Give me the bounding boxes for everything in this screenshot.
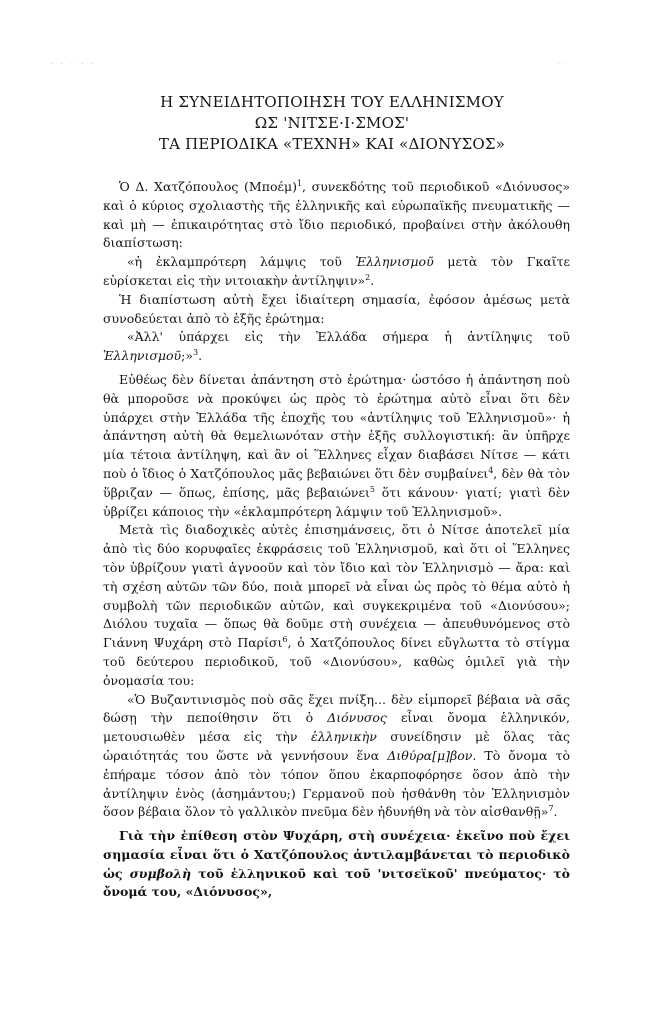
text-span: Γιὰ τὴν ἐπίθεση στὸν Ψυχάρη, στὴ συνέχεια· ἐκεῖνο ποὺ ἔχει σημασία εἶναι ὅτι ὁ Χατζόπουλος ἀντιλαμβάνεται τὸ περιοδικὸ ὡς: [103, 828, 570, 881]
text-span: «ἡ ἐκλαμπρότερη λάμψις τοῦ: [127, 254, 356, 270]
quote-2: [103, 328, 570, 366]
footnote-ref-4: 4: [488, 465, 494, 475]
text-span: Εὐθέως δὲν δίνεται ἀπάντηση στὸ ἐρώτημα· ὡστόσο ἡ ἀπάντηση ποὺ θὰ μποροῦσε νὰ προκύψει ὡς πρὸς τὸ ἐρώτημα αὐτὸ εἶναι ὅτι δὲν ὑπάρχει στὴν Ἑλλάδα τῆς ἐποχῆς του «ἀντίληψις τοῦ Ἑλληνισμοῦ»· ἡ ἀπάντηση αὐτὴ θὰ θεμελιωνόταν στὴν ἑξῆς συλλογιστική: ἂν ὑπῆρχε μία τέτοια ἀντίληψη, καὶ ἂν οἱ Ἕλληνες εἶχαν διαβάσει Νίτσε — κάτι ποὺ ὁ ἴδιος ὁ Χατζόπουλος μᾶς βεβαιώνει ὅτι δὲν συμβαίνει: [103, 371, 570, 481]
italic-span: Διθύρα[μ]βον: [387, 747, 473, 763]
text-span: .: [370, 272, 375, 288]
paragraph-4: [103, 521, 570, 690]
footnote-ref-1: 1: [296, 178, 303, 188]
italic-span: ἑλληνικὴν: [311, 729, 377, 745]
text-span: ;»: [181, 348, 193, 364]
footnote-ref-6: 6: [282, 634, 288, 644]
text-span: , συνεκδότης τοῦ περιοδικοῦ «Διόνυσος» καὶ ὁ κύριος σχολιαστὴς τῆς ἑλληνικῆς καὶ εὐρωπαϊκῆς πνευματικῆς — καὶ μὴ — ἐπικαιρότητας στὸ ἴδιο περιοδικό, προβαίνει στὴν ἀκόλουθη διαπίστωση:: [103, 179, 570, 251]
text-span: ὅτι κάνουν· γιατί; γιατὶ δὲν ὑβρίζει κάποιος τὴν «ἐκλαμπρότερη λάμψιν τοῦ Ἑλληνισμοῦ».: [103, 484, 570, 519]
italic-span: Διόνυσος: [327, 710, 387, 726]
text-span: μετὰ τὸν Γκαῖτε εὑρίσκεται εἰς τὴν νιτοιακὴν ἀντίληψιν»: [103, 254, 571, 288]
italic-span: Ἑλληνισμοῦ: [355, 254, 434, 270]
page-smudge-left: · · · · ·: [50, 60, 98, 68]
page-smudge-right: · ·: [557, 60, 564, 68]
text-span: συνείδησιν μὲ ὅλας τὰς ὡραιότητάς του ὥστε νὰ γεννήσουν ἕνα: [103, 729, 570, 763]
text-span: .: [553, 804, 558, 820]
body-text: [103, 178, 570, 902]
paragraph-1: [103, 178, 570, 253]
text-span: «Ὁ Βυζαντινισμὸς ποὺ σᾶς ἔχει πνίξη... δὲν εἱμπορεῖ βέβαια νὰ σᾶς δώσῃ τὴν πεποίθησιν ὅτι ὁ: [103, 691, 570, 726]
chapter-title-line-3: ΤΑ ΠΕΡΙΟΔΙΚΑ «ΤΕΧΝΗ» ΚΑΙ «ΔΙΟΝΥΣΟΣ»: [158, 135, 506, 153]
text-span: , δὲν θὰ τὸν ὕβριζαν — ὅπως, ἐπίσης, μᾶς βεβαιώνει: [103, 465, 570, 500]
italic-span: συμβολὴ: [129, 865, 192, 881]
footnote-ref-3: 3: [193, 348, 199, 358]
text-span: . Τὸ ὄνομα τὸ ἐπήραμε τόσον ἀπὸ τὸν τόπον ὅπου ἐκαρποφόρησε ὅσον ἀπὸ τὴν ἀντίληψιν ἑνὸς (ἀσημάντου;) Γερμανοῦ ποὺ ἠσθάνθη τὸν Ἑλληνισμὸν ὅσον βέβαια ὅλον τὸ γαλλικὸν πνεῦμα δὲν ἠδυνήθη νὰ τὸν αἰσθανθῇ»: [103, 747, 570, 820]
italic-span: Ἑλληνισμοῦ: [103, 348, 182, 364]
text-span: .: [198, 348, 203, 364]
footnote-ref-7: 7: [548, 804, 554, 814]
chapter-title-line-2: ΩΣ 'ΝΙΤΣΕ·Ι·ΣΜΟΣ': [254, 114, 410, 132]
chapter-title-line-1: Η ΣΥΝΕΙΔΗΤΟΠΟΙΗΣΗ ΤΟΥ ΕΛΛΗΝΙΣΜΟΥ: [160, 93, 504, 111]
bold-span: [103, 828, 570, 899]
footnote-ref-2: 2: [365, 272, 371, 282]
quote-1: [103, 253, 570, 291]
text-span: Μετὰ τὶς διαδοχικὲς αὐτὲς ἐπισημάνσεις, ὅτι ὁ Νίτσε ἀποτελεῖ μία ἀπὸ τὶς δύο κορυφαῖες ἐκφράσεις τοῦ Ἑλληνισμοῦ, καὶ ὅτι οἱ Ἕλληνες τὸν ὑβρίζουν γιατὶ ἀγνοοῦν καὶ τὸν ἴδιο καὶ τὸν Ἑλληνισμὸ — ἄρα: καὶ τὴ σχέση αὐτῶν τῶν δύο, ποιὰ μπορεῖ νὰ εἶναι ὡς πρὸς τὸ θέμα αὐτὸ ἡ συμβολὴ τῶν περιοδικῶν αὐτῶν, καὶ συγκεκριμένα τοῦ «Διονύσου»; Διόλου τυχαῖα — ὅπως θὰ δοῦμε στὴ συνέχεια — ἀπευθυνόμενος στὸ Γιάννη Ψυχάρη στὸ Παρίσι: [103, 522, 570, 651]
text-span: Ὁ Δ. Χατζόπουλος (Μποέμ): [119, 179, 297, 194]
text-span: εἶναι ὄνομα ἑλληνικόν, μετουσιωθὲν μέσα εἰς τὴν: [103, 710, 571, 745]
quote-3: [103, 691, 570, 823]
text-span: , ὁ Χατζόπουλος δίνει εὔγλωττα τὸ στίγμα τοῦ δεύτερου περιοδικοῦ, τοῦ «Διονύσου», καθὼς ὁμιλεῖ γιὰ τὴν ὀνομασία του:: [103, 635, 570, 688]
footnote-ref-5: 5: [369, 484, 376, 494]
text-span: «Ἀλλ' ὑπάρχει εἰς τὴν Ἑλλάδα σήμερα ἡ ἀντίληψις τοῦ: [127, 329, 570, 345]
paragraph-5: [103, 827, 570, 902]
paragraph-3: [103, 371, 570, 521]
paragraph-2: Ἡ διαπίστωση αὐτὴ ἔχει ἰδιαίτερη σημασία, ἐφόσον ἀμέσως μετὰ συνοδεύεται ἀπὸ τὸ ἑξῆς ἐρώτημα:: [103, 291, 570, 326]
text-span: τοῦ ἑλληνικοῦ καὶ τοῦ 'νιτσεϊκοῦ' πνεύματος· τὸ ὄνομά του, «Διόνυσος»,: [103, 865, 570, 900]
